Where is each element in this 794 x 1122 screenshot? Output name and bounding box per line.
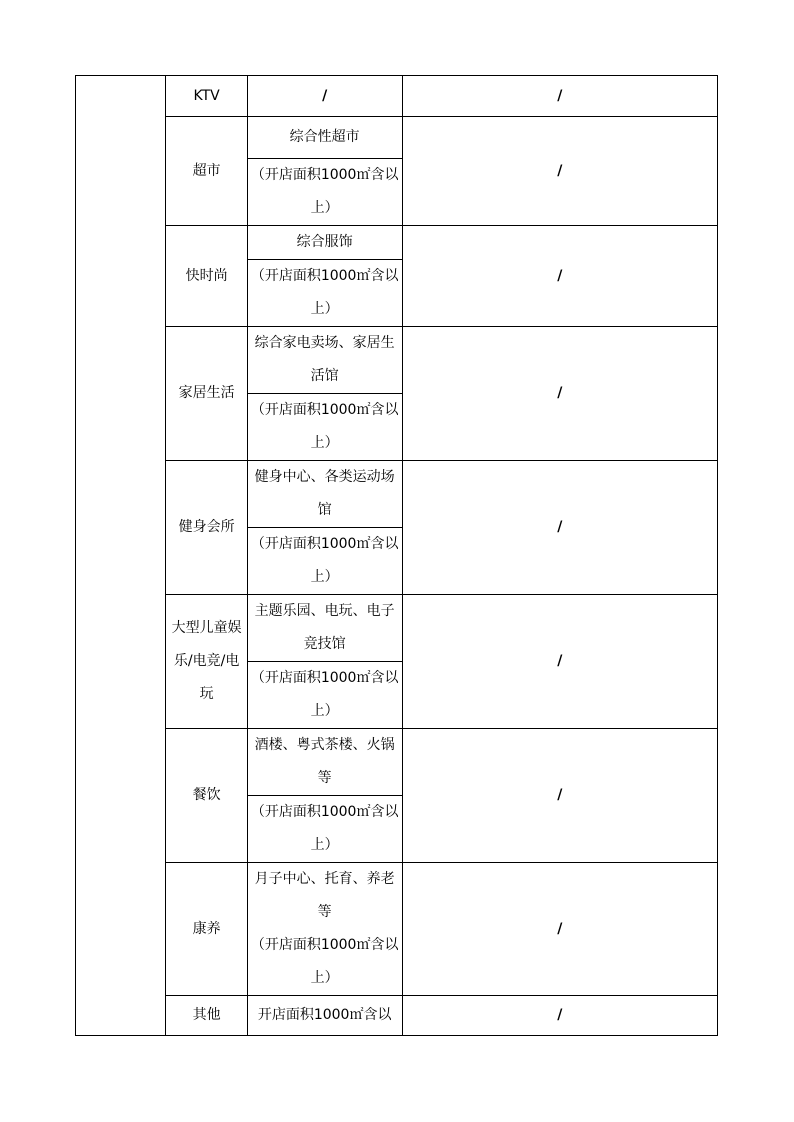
type-cell-fast-fashion: 综合服饰: [247, 226, 402, 260]
detail-cell-other: 开店面积1000㎡含以: [247, 996, 402, 1036]
remark-cell-fitness: /: [402, 461, 717, 595]
table-row-dining: [76, 729, 718, 796]
remark-cell-fast-fashion: /: [402, 226, 717, 327]
area-cell-supermarket: （开店面积1000㎡含以上）: [247, 159, 402, 226]
category-cell-dining: 餐饮: [166, 729, 247, 863]
remark-cell-other: /: [402, 996, 717, 1036]
remark-cell-wellness: /: [402, 863, 717, 996]
table-row-supermarket: [76, 117, 718, 159]
table-row-wellness: [76, 863, 718, 930]
area-cell-wellness: （开店面积1000㎡含以上）: [247, 929, 402, 996]
remark-cell-ktv: /: [402, 76, 717, 117]
category-cell-other: 其他: [166, 996, 247, 1036]
remark-cell-kids-gaming: /: [402, 595, 717, 729]
type-cell-dining: 酒楼、粤式茶楼、火锅等: [247, 729, 402, 796]
table-row-fast-fashion: [76, 226, 718, 260]
area-cell-home-living: （开店面积1000㎡含以上）: [247, 394, 402, 461]
category-cell-fast-fashion: 快时尚: [166, 226, 247, 327]
table-row-home-living: [76, 327, 718, 394]
type-cell-wellness: 月子中心、托育、养老等: [247, 863, 402, 930]
area-cell-dining: （开店面积1000㎡含以上）: [247, 796, 402, 863]
category-cell-ktv: KTV: [166, 76, 247, 117]
type-cell-home-living: 综合家电卖场、家居生活馆: [247, 327, 402, 394]
area-cell-kids-gaming: （开店面积1000㎡含以上）: [247, 662, 402, 729]
category-cell-fitness: 健身会所: [166, 461, 247, 595]
remark-cell-home-living: /: [402, 327, 717, 461]
table-row-ktv: [76, 76, 718, 117]
category-cell-kids-gaming: 大型儿童娱乐/电竞/电玩: [166, 595, 247, 729]
table-row-kids-gaming: [76, 595, 718, 662]
blank-merged-cell: [76, 76, 166, 1036]
table-row-other: [76, 996, 718, 1036]
area-cell-fast-fashion: （开店面积1000㎡含以上）: [247, 260, 402, 327]
type-cell-kids-gaming: 主题乐园、电玩、电子竞技馆: [247, 595, 402, 662]
detail-cell-ktv: /: [247, 76, 402, 117]
category-cell-home-living: 家居生活: [166, 327, 247, 461]
area-cell-fitness: （开店面积1000㎡含以上）: [247, 528, 402, 595]
type-cell-fitness: 健身中心、各类运动场馆: [247, 461, 402, 528]
remark-cell-supermarket: /: [402, 117, 717, 226]
category-cell-supermarket: 超市: [166, 117, 247, 226]
category-cell-wellness: 康养: [166, 863, 247, 996]
type-cell-supermarket: 综合性超市: [247, 117, 402, 159]
business-type-table: [75, 75, 718, 1036]
table-row-fitness: [76, 461, 718, 528]
remark-cell-dining: /: [402, 729, 717, 863]
